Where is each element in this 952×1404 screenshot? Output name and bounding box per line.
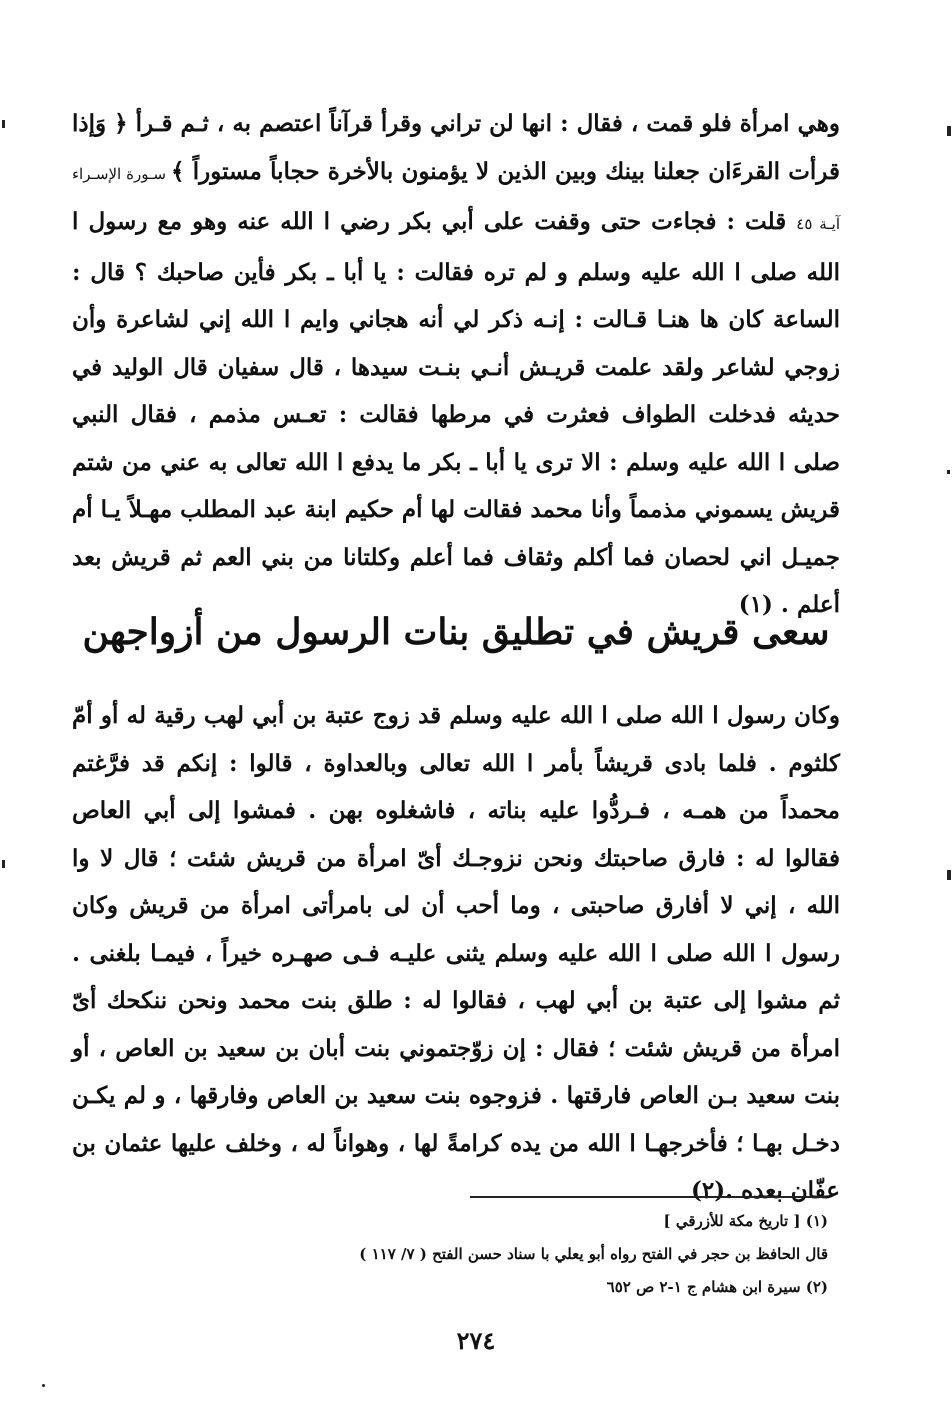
surah-reference: سـورة الإسـراء آيـة ٤٥ [72,164,841,233]
section-passage [72,692,840,1215]
footnote-1: (١) [ تاريخ مكة للأزرقي ] [663,1212,828,1230]
scan-edge-mark [2,860,5,868]
quran-verse: ﴿ وَإذا قرأت القرءَان جعلنا بينك وبين الذين لا يؤمنون بالأخرة حجاباً مستوراً ﴾ [72,110,840,185]
scan-edge-mark [947,470,950,474]
footnotes [300,1205,828,1304]
intro-line: وهي امرأة فلو قمت ، فقال : انها لن تراني وقرأ قرآناً اعتصم به ، ثـم قـرأ [127,110,840,137]
footnote-1-continued: قال الحافظ بن حجر في الفتح رواه أبو يعلي با سناد حسن الفتح ( ٧/ ١١٧ ) [359,1245,828,1263]
intro-body-text: قلت : فجاءت حتى وقفت على أبي بكر رضي ا الله عنه وهو مع رسول ا الله صلى ا الله عليه وسلم و لم تره فقالت : يا أبا ـ بكر فأين صاحبك ؟ قال : الساعة كان ها هنـا قـالت : إنـه ذكر لي أنه هجاني وايم ا الله إني لشاعرة وأن زوجي لشاعر ولقد علمت قريـش أنـي بنـت سيدها ، قال سفيان قال الوليد في حديثه فدخلت الطواف فعثرت في مرطها فقالت : تعـس مذمم ، فقال النبي صلى ا الله عليه وسلم : الا ترى يا أبا ـ بكر ما يدفع ا الله تعالى به عني من شتم قريش يسموني مذمماً وأنا محمد فقالت لها أم حكيم ابنة عبد المطلب مهـلاً يـا أم جميـل اني لحصان فما أكلم وثقاف فما أعلم وكلتانا من بني العم ثم قريش بعد أعلم . (١) [71,208,840,618]
page-number: ٢٧٤ [456,1326,496,1355]
scan-dust-speck [42,1384,45,1387]
intro-passage [72,100,840,629]
scan-edge-mark [947,126,951,136]
scan-edge-mark [947,870,951,880]
footnote-2: (٢) سيرة ابن هشام ج ١-٢ ص ٦٥٢ [606,1278,828,1296]
scan-edge-mark [2,120,5,128]
section-heading: سعى قريش في تطليق بنات الرسول من أزواجهن [82,611,830,653]
section-paragraph: وكان رسول ا الله صلى ا الله عليه وسلم قد زوج عتبة بن أبي لهب رقية له أو أمّ كلثوم . فلما بادى قريشاً بأمر ا الله تعالى وبالعداوة ، قالوا : إنكم قد فرَّغتم محمداً من همـه ، فـردُّوا عليه بناته ، فاشغلوه بهن . فمشوا إلى أبي العاص فقالوا له : فارق صاحبتك ونحن نزوجـك أىّ امرأة من قريش شئت ؛ قال لا وا الله ، إني لا أفارق صاحبتى ، وما أحب أن لى بامرأتى امرأة من قريش وكان رسول ا الله صلى ا الله عليه وسلم يثنى عليـه فـى صهـره خيراً ، فيمـا بلغنى . ثم مشوا إلى عتبة بن أبي لهب ، فقالوا له : طلق بنت محمد ونحن ننكحك أىّ امرأة من قريش شئت ؛ فقال : إن زوّجتموني بنت أبان بن سعيد بن العاص ، أو بنت سعيد بـن العاص فارقتها . فزوجوه بنت سعيد بن العاص وفارقها ، و لم يكـن دخـل بهـا ؛ فأخرجهـا ا الله من يده كرامةً لها ، وهواناً له ، وخلف عليها عثمان بن عفّان بعده .(٢) [72,702,840,1204]
intro-paragraph [72,100,840,629]
footnote-divider [470,1196,826,1198]
